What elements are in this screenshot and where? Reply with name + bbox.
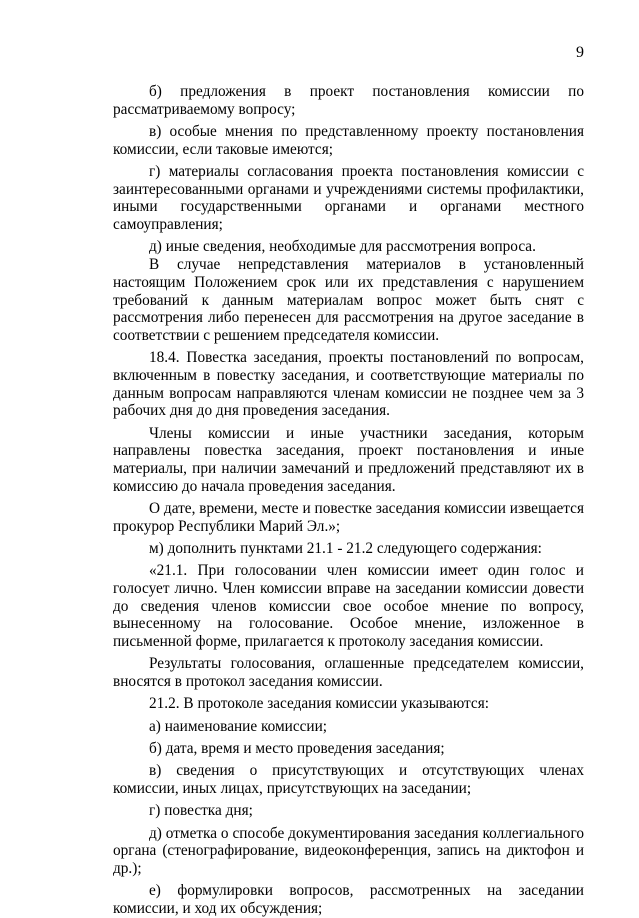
- paragraph: б) дата, время и место проведения заседания;: [149, 740, 445, 758]
- paragraph: д) отметка о способе документирования заседания коллегиального органа (стенографирование, видеоконференция, запись на диктофон и др.);: [113, 824, 584, 878]
- paragraph: «21.1. При голосовании член комиссии имеет один голос и голосует лично. Член комиссии вправе на заседании комиссии довести до сведения членов комиссии свое особое мнение по вопросу, вынесенному на голосование. Особое мнение, изложенное в письменной форме, прилагается к протоколу заседания комиссии.: [113, 562, 584, 651]
- document-body: [113, 83, 584, 918]
- page-number: 9: [576, 44, 584, 61]
- paragraph: В случае непредставления материалов в установленный настоящим Положением срок или их представления с нарушением требований к данным материалам вопрос может быть снят с рассмотрения либо перенесен для рассмотрения на другое заседание в соответствии с решением председателя комиссии.: [113, 256, 584, 344]
- paragraph: а) наименование комиссии;: [149, 717, 328, 735]
- paragraph: О дате, времени, месте и повестке заседания комиссии извещается прокурор Республики Марий Эл.»;: [113, 500, 584, 535]
- paragraph: 18.4. Повестка заседания, проекты постановлений по вопросам, включенным в повестку заседания, и соответствующие материалы по данным вопросам направляются членам комиссии не позднее чем за 3 рабочих дня до дня проведения заседания.: [113, 349, 584, 420]
- paragraph: в) сведения о присутствующих и отсутствующих членах комиссии, иных лицах, присутствующих на заседании;: [113, 762, 584, 798]
- paragraph: в) особые мнения по представленному проекту постановления комиссии, если таковые имеются;: [113, 123, 584, 158]
- paragraph: г) повестка дня;: [149, 802, 253, 820]
- paragraph: е) формулировки вопросов, рассмотренных на заседании комиссии, и ход их обсуждения;: [113, 882, 584, 918]
- paragraph: м) дополнить пунктами 21.1 - 21.2 следующего содержания:: [149, 540, 542, 558]
- paragraph: Результаты голосования, оглашенные председателем комиссии, вносятся в протокол заседания комиссии.: [113, 655, 584, 691]
- paragraph: 21.2. В протоколе заседания комиссии указываются:: [149, 695, 490, 713]
- paragraph: б) предложения в проект постановления комиссии по рассматриваемому вопросу;: [113, 83, 584, 118]
- paragraph: г) материалы согласования проекта постановления комиссии с заинтересованными органами и учреждениями системы профилактики, иными государственными органами и органами местного самоуправления;: [113, 163, 584, 234]
- paragraph: д) иные сведения, необходимые для рассмотрения вопроса.: [149, 238, 536, 256]
- paragraph: Члены комиссии и иные участники заседания, которым направлены повестка заседания, проект постановления и иные материалы, при наличии замечаний и предложений представляют их в комиссию до начала проведения заседания.: [113, 424, 584, 495]
